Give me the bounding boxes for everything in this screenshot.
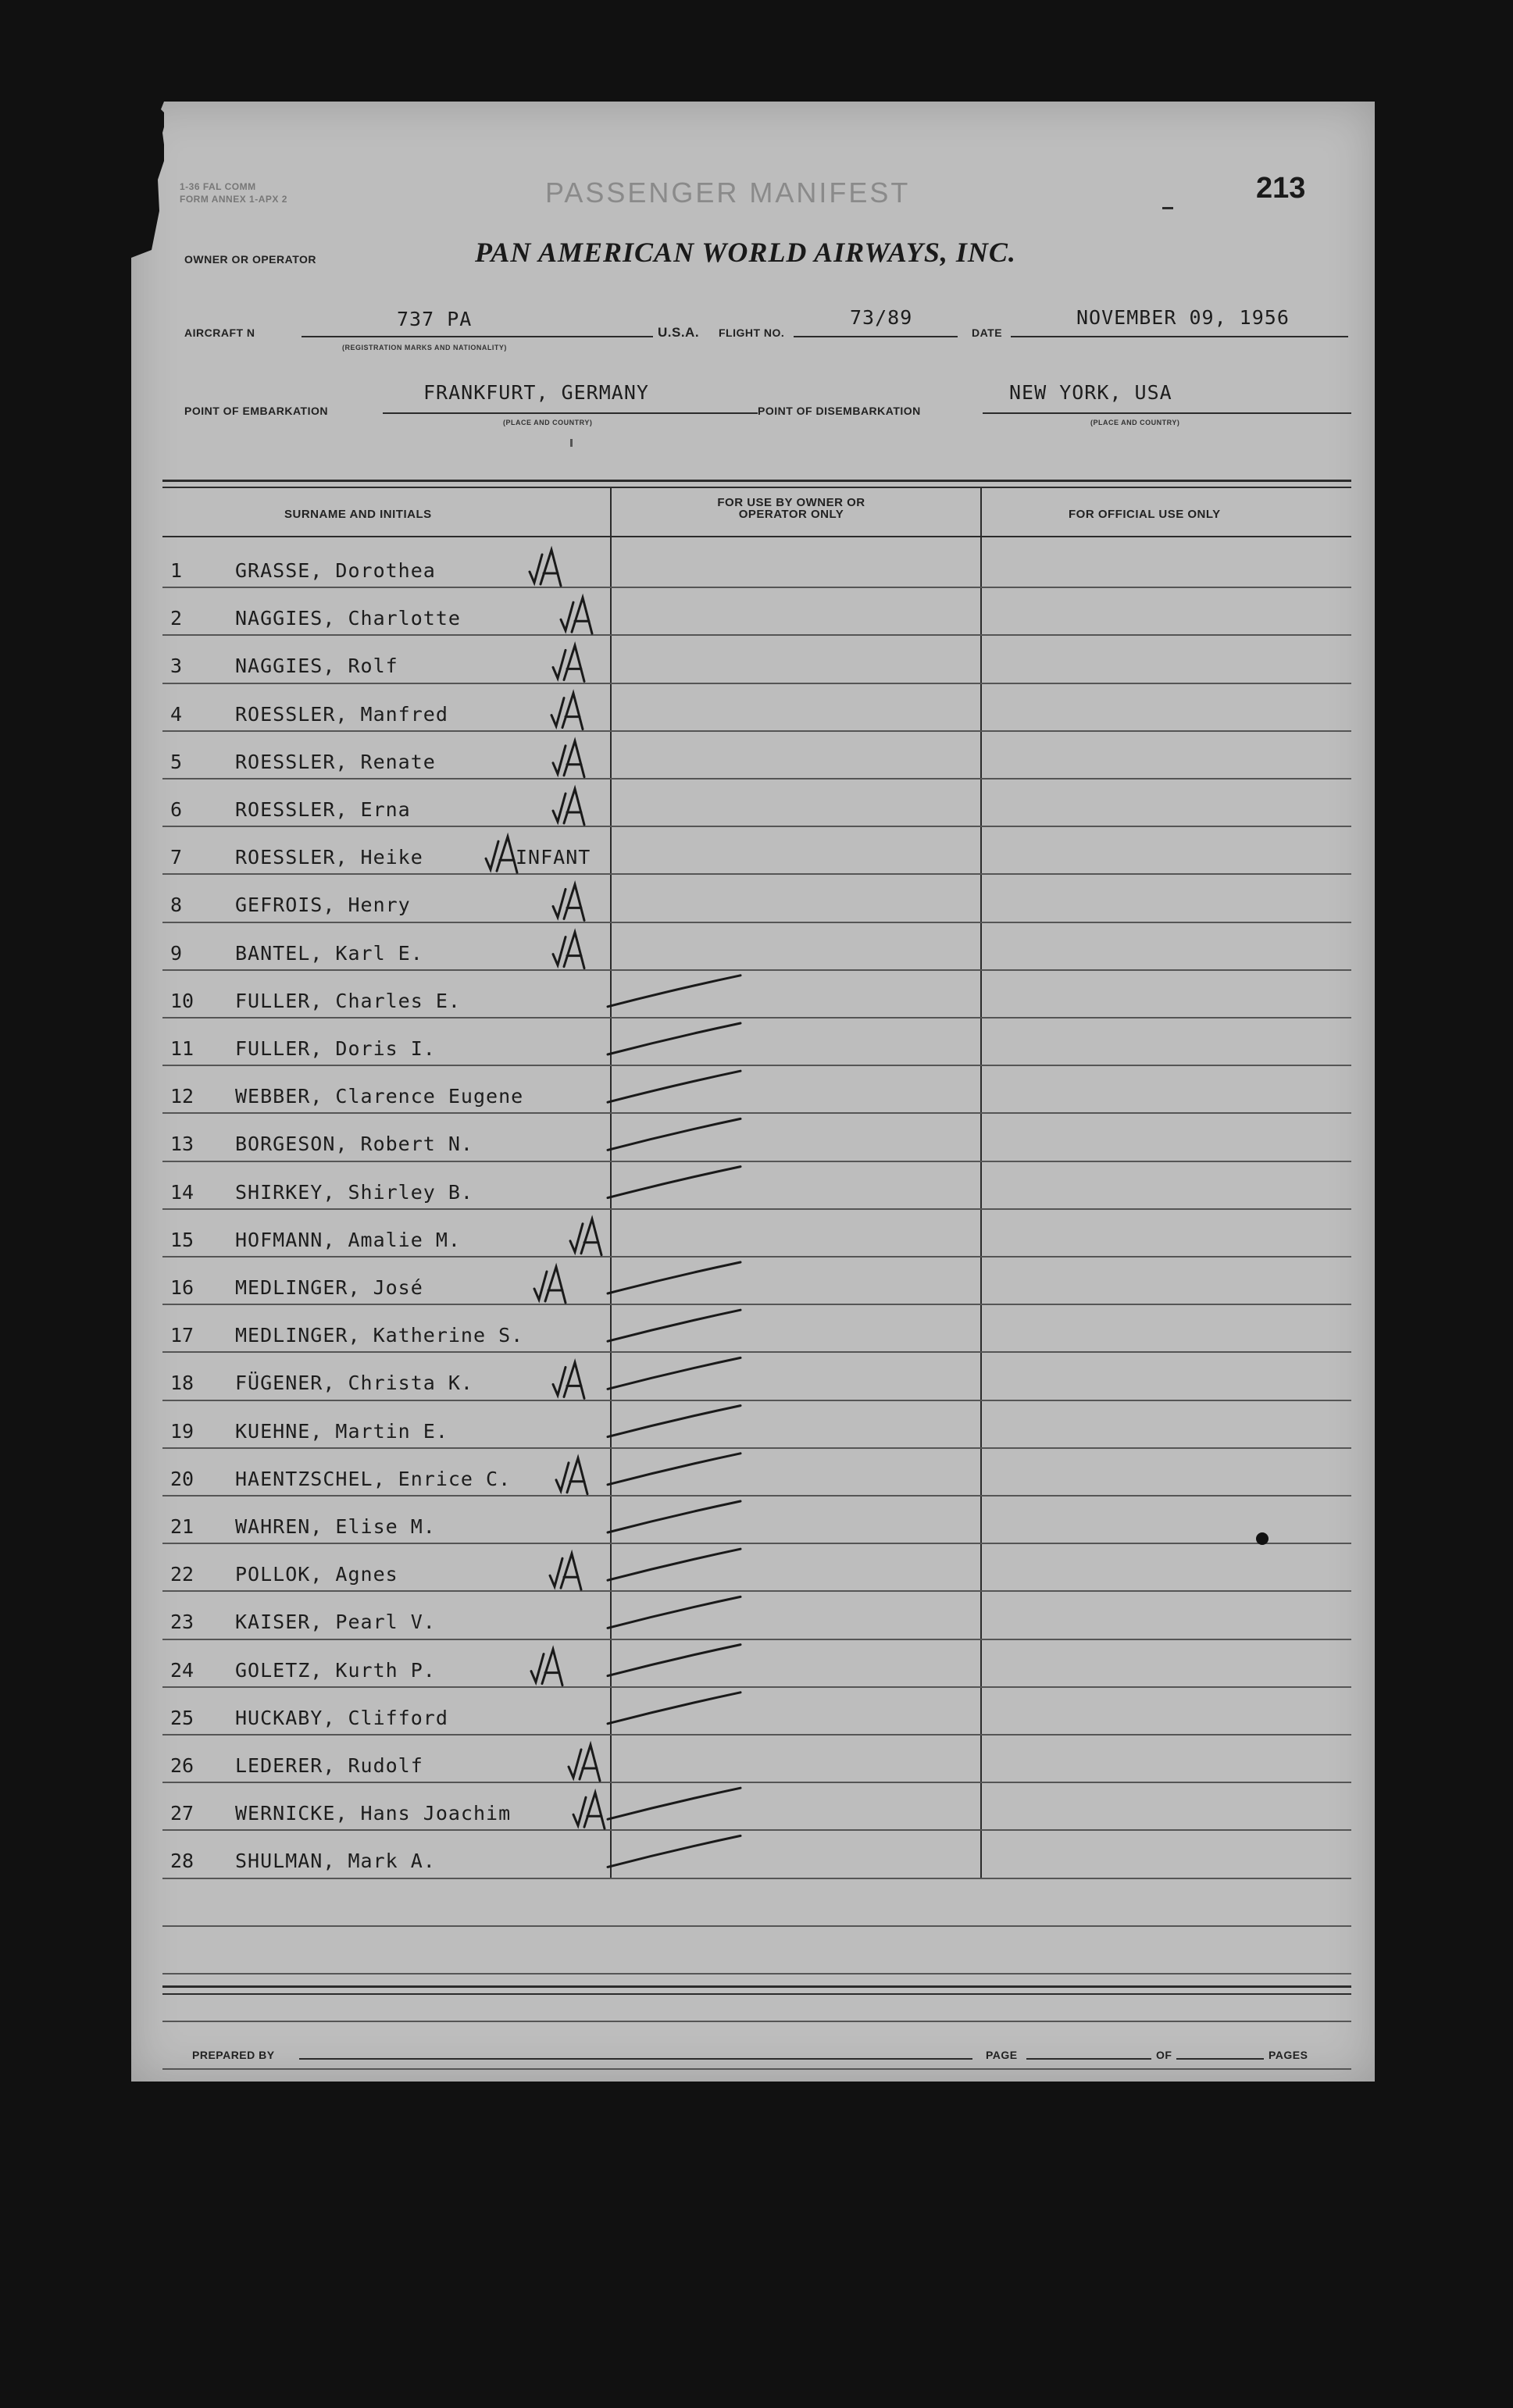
ink-stroke (556, 1463, 569, 1491)
row-number: 6 (170, 798, 183, 821)
ink-stroke (564, 789, 584, 825)
passenger-name: MEDLINGER, Katherine S. (235, 1324, 524, 1347)
manifest-sheet (131, 102, 1375, 2082)
ink-stroke (531, 1654, 544, 1682)
ink-stroke (553, 650, 566, 678)
of-underline (1176, 2058, 1264, 2060)
row-number: 21 (170, 1515, 194, 1538)
ink-stroke (584, 1793, 605, 1828)
passenger-name: FÜGENER, Christa K. (235, 1372, 473, 1395)
row-number: 27 (170, 1802, 194, 1825)
ink-stroke (608, 1118, 740, 1150)
passenger-name: WERNICKE, Hans Joachim (235, 1802, 512, 1825)
passenger-name: BANTEL, Karl E. (235, 941, 423, 965)
ink-stroke (608, 1501, 740, 1532)
row-number: 24 (170, 1658, 194, 1682)
passenger-name: HOFMANN, Amalie M. (235, 1228, 461, 1251)
row-number: 15 (170, 1228, 194, 1251)
prepared-label: PREPARED BY (192, 2049, 275, 2061)
passenger-name: FULLER, Doris I. (235, 1037, 436, 1060)
passenger-name: FULLER, Charles E. (235, 989, 461, 1012)
ink-stroke (608, 1023, 740, 1054)
ink-stroke (608, 1645, 740, 1676)
ink-stroke (573, 1797, 586, 1825)
ink-stroke (564, 645, 584, 681)
page-label: PAGE (986, 2049, 1018, 2061)
ink-stroke (545, 1267, 566, 1303)
ink-stroke (608, 1406, 740, 1437)
row-number: 18 (170, 1372, 194, 1395)
ink-stroke (550, 1558, 562, 1586)
row-number: 3 (170, 655, 183, 678)
passenger-name: ROESSLER, Erna (235, 798, 411, 821)
passenger-name: NAGGIES, Charlotte (235, 607, 461, 630)
passenger-name: POLLOK, Agnes (235, 1563, 398, 1586)
row-number: 4 (170, 702, 183, 726)
ink-stroke (541, 550, 561, 586)
ink-stroke (608, 1071, 740, 1102)
row-number: 9 (170, 941, 183, 965)
ink-stroke (564, 741, 584, 777)
ink-stroke (553, 746, 566, 774)
col-header-owner: FOR USE BY OWNER OR OPERATOR ONLY (717, 496, 865, 521)
passenger-name: LEDERER, Rudolf (235, 1754, 423, 1777)
row-number: 1 (170, 559, 183, 582)
table-bottom-line (162, 1985, 1351, 1988)
col-header-name: SURNAME AND INITIALS (284, 508, 432, 521)
row-number: 16 (170, 1276, 194, 1299)
ink-stroke (572, 598, 592, 633)
row-number: 25 (170, 1706, 194, 1729)
row-number: 14 (170, 1180, 194, 1204)
row-number: 5 (170, 750, 183, 773)
prepared-underline (299, 2058, 972, 2060)
page-underline (1026, 2058, 1151, 2060)
ink-stroke (564, 884, 584, 920)
ink-stroke (553, 937, 566, 965)
passenger-name: GOLETZ, Kurth P. (235, 1658, 436, 1682)
row-number: 10 (170, 989, 194, 1012)
passenger-name: MEDLINGER, José (235, 1276, 423, 1299)
ink-stroke (561, 602, 573, 630)
passenger-name: ROESSLER, Renate (235, 750, 436, 773)
nationality: U.S.A. (658, 325, 700, 340)
aircraft-label: AIRCRAFT N (184, 326, 255, 339)
row-number: 2 (170, 607, 183, 630)
pages-label: PAGES (1269, 2049, 1308, 2061)
of-label: OF (1156, 2049, 1172, 2061)
form-code-line1: 1-36 FAL COMM (180, 181, 256, 192)
ink-stroke (534, 1272, 547, 1300)
passenger-name: WEBBER, Clarence Eugene (235, 1085, 524, 1108)
embark-label: POINT OF EMBARKATION (184, 405, 328, 417)
passenger-name: KUEHNE, Martin E. (235, 1419, 448, 1443)
disembark-label: POINT OF DISEMBARKATION (758, 405, 921, 417)
ink-stroke (608, 1310, 740, 1341)
ink-stroke (608, 1549, 740, 1580)
row-number: 23 (170, 1611, 194, 1634)
embark-value: FRANKFURT, GERMANY (423, 381, 649, 404)
ink-stroke (542, 1650, 562, 1686)
ink-stroke (569, 1750, 581, 1778)
row-number: 11 (170, 1037, 194, 1060)
owner-label: OWNER OR OPERATOR (184, 253, 316, 266)
ink-stroke (564, 1362, 584, 1398)
row-number: 19 (170, 1419, 194, 1443)
registration-note: (REGISTRATION MARKS AND NATIONALITY) (342, 344, 507, 351)
ink-stroke (564, 933, 584, 969)
ink-stroke (580, 1745, 600, 1781)
passenger-name: HAENTZSCHEL, Enrice C. (235, 1467, 512, 1490)
ink-stroke (608, 1693, 740, 1724)
ink-stroke (530, 555, 542, 583)
row-number: 26 (170, 1754, 194, 1777)
ink-stroke (567, 1458, 587, 1494)
row-number: 7 (170, 846, 183, 869)
row-number: 12 (170, 1085, 194, 1108)
ink-stroke (608, 1454, 740, 1485)
ink-stroke (553, 794, 566, 822)
ink-stroke (486, 841, 498, 869)
form-code-line2: FORM ANNEX 1-APX 2 (180, 194, 287, 205)
ink-stroke (608, 1357, 740, 1389)
flight-value: 73/89 (850, 306, 913, 329)
ink-stroke (570, 1224, 583, 1252)
row-number: 20 (170, 1467, 194, 1490)
embark-place-note: (PLACE AND COUNTRY) (503, 419, 593, 426)
ink-blot (1256, 1532, 1269, 1545)
ink-stroke (551, 698, 564, 726)
ink-stroke (608, 1835, 740, 1867)
row-number: 28 (170, 1850, 194, 1873)
row-number: 8 (170, 894, 183, 917)
passenger-name: WAHREN, Elise M. (235, 1515, 436, 1538)
ink-stroke (608, 1262, 740, 1293)
ink-stroke (562, 694, 583, 730)
row-number: 17 (170, 1324, 194, 1347)
ink-stroke (608, 1167, 740, 1198)
date-value: NOVEMBER 09, 1956 (1076, 306, 1290, 329)
passenger-name: NAGGIES, Rolf (235, 655, 398, 678)
passenger-name: ROESSLER, Heike (235, 846, 423, 869)
disembark-place-note: (PLACE AND COUNTRY) (1090, 419, 1180, 426)
handwritten-checkmarks (131, 102, 1375, 2082)
row-number: 13 (170, 1133, 194, 1156)
ink-stroke (553, 889, 566, 917)
passenger-name: GEFROIS, Henry (235, 894, 411, 917)
passenger-name: GRASSE, Dorothea (235, 559, 436, 582)
date-label: DATE (972, 326, 1003, 339)
ink-stroke (497, 837, 517, 872)
passenger-name: BORGESON, Robert N. (235, 1133, 473, 1156)
page-number: 213 (1256, 172, 1306, 205)
passenger-name: HUCKABY, Clifford (235, 1706, 448, 1729)
ink-stroke (581, 1219, 601, 1255)
passenger-name: ROESSLER, Manfred (235, 702, 448, 726)
form-title: PASSENGER MANIFEST (545, 177, 911, 209)
passenger-name: SHULMAN, Mark A. (235, 1850, 436, 1873)
ink-stroke (608, 976, 740, 1007)
ink-stroke (553, 1367, 566, 1395)
ink-stroke (608, 1596, 740, 1628)
disembark-value: NEW YORK, USA (1009, 381, 1172, 404)
passenger-name: SHIRKEY, Shirley B. (235, 1180, 473, 1204)
passenger-note: INFANT (516, 846, 591, 869)
ink-stroke (561, 1554, 581, 1589)
owner-value: PAN AMERICAN WORLD AIRWAYS, INC. (475, 237, 1016, 268)
table-bottom-line-2 (162, 1993, 1351, 1995)
col-header-official: FOR OFFICIAL USE ONLY (1069, 508, 1221, 521)
flight-label: FLIGHT NO. (719, 326, 785, 339)
ink-stroke (608, 1788, 740, 1819)
aircraft-value: 737 PA (397, 308, 473, 330)
row-number: 22 (170, 1563, 194, 1586)
passenger-name: KAISER, Pearl V. (235, 1611, 436, 1634)
